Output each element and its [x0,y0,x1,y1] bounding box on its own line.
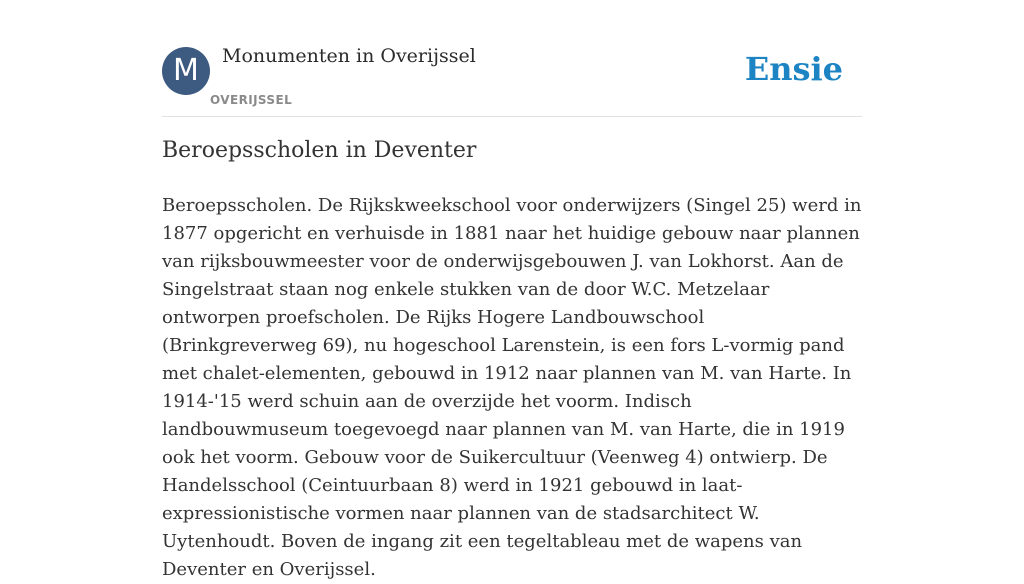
avatar[interactable]: M [162,47,210,95]
article-body: Beroepsscholen. De Rijkskweekschool voor onderwijzers (Singel 25) werd in 1877 opgericht en verhuisde in 1881 naar het huidige gebouw naar plannen van rijksbouwmeester voor de onderwijsgebouwen J. van Lokhorst. Aan de Singelstraat staan nog enkele stukken van de door W.C. Metzelaar ontworpen proefscholen. De Rijks Hogere Landbouwschool (Brinkgreverweg 69), nu hogeschool Larenstein, is een fors L-vormig pand met chalet-elementen, gebouwd in 1912 naar plannen van M. van Harte. In 1914-'15 werd schuin aan de overzijde het voorm. Indisch landbouwmuseum toegevoegd naar plannen van M. van Harte, die in 1919 ook het voorm. Gebouw voor de Suikercultuur (Veenweg 4) ontwierp. De Handelsschool (Ceintuurbaan 8) werd in 1921 gebouwd in laat-expressionistische vormen naar plannen van de stadsarchitect W. Uytenhoudt. Boven de ingang zit een tegeltableau met de wapens van Deventer en Overijssel. [162,195,862,580]
header [162,0,862,117]
region-label[interactable]: OVERIJSSEL [210,93,293,107]
page [162,0,862,580]
collection-title[interactable]: Monumenten in Overijssel [222,45,476,67]
brand-logo[interactable]: Ensie [744,50,843,88]
article-title: Beroepsscholen in Deventer [162,138,477,163]
